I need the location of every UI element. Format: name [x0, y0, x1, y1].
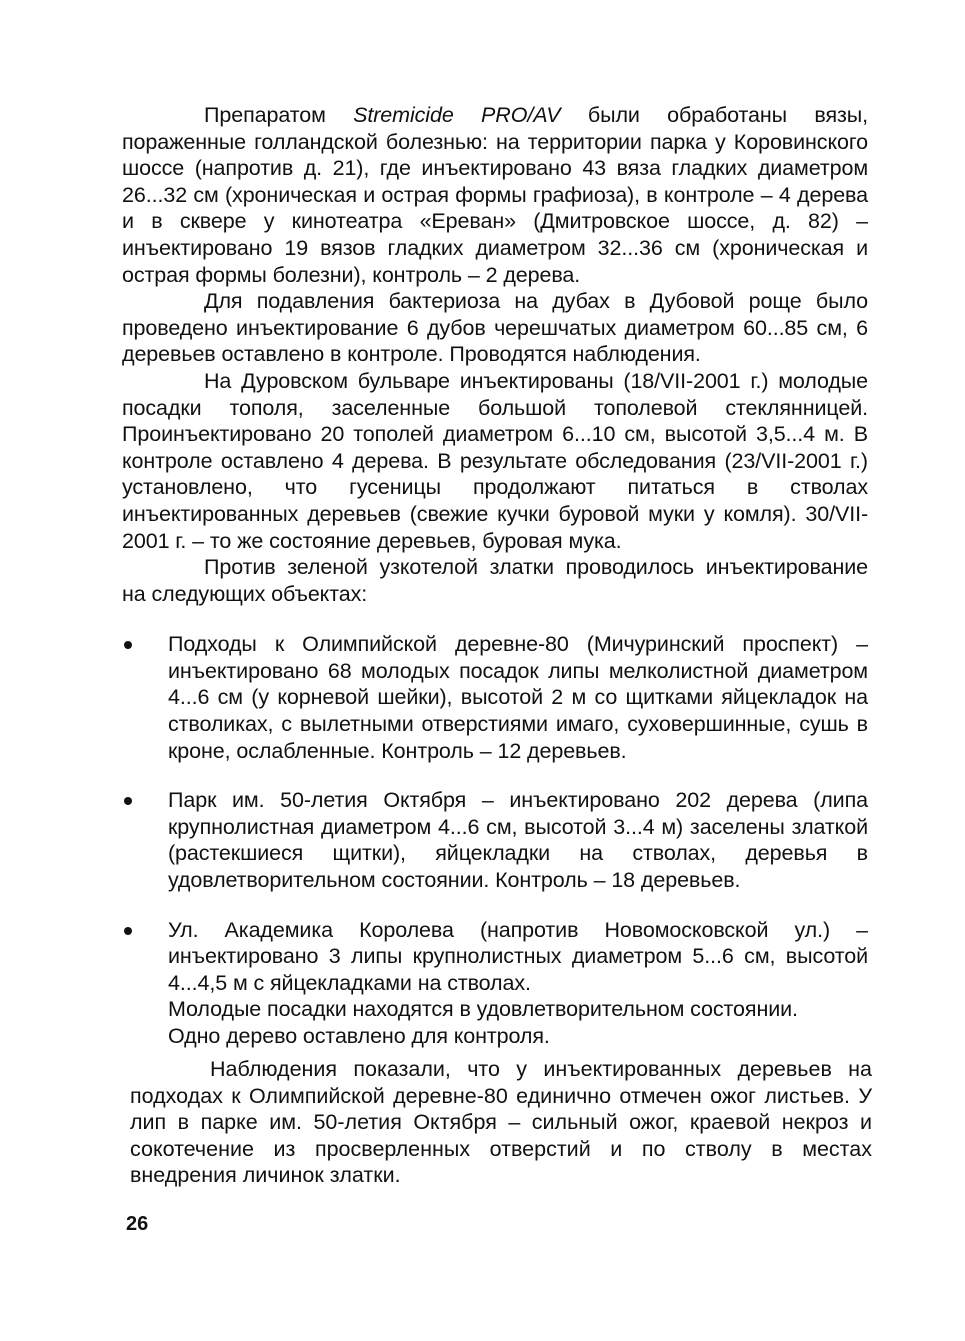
bullet-icon	[124, 797, 132, 805]
list-item-text: Подходы к Олимпийской деревне-80 (Мичуринский проспект) – инъектировано 68 молодых посадок липы мелколистной диаметром 4...6 см (у корневой шейки), высотой 2 м со щитками яйцекладок на стволиках, с вылетными отверстиями имаго, суховершинные, сушь в кроне, ослабленные. Контроль – 12 деревьев.	[168, 632, 868, 763]
list-item-note: Одно дерево оставлено для контроля.	[168, 1024, 550, 1048]
bullet-icon	[124, 927, 132, 935]
list-item-text: Парк им. 50-летия Октября – инъектировано 202 дерева (липа крупнолистная диаметром 4...6 см, высотой 3...4 м) заселены златкой (растекшиеся щитки), яйцекладки на стволах, деревья в удовлетворительном состоянии. Контроль – 18 деревьев.	[168, 788, 868, 893]
paragraph-oak-treatment: Для подавления бактериоза на дубах в Дубовой роще было проведено инъектирование 6 дубов черешчатых диаметром 60...85 см, 6 деревьев оставлено в контроле. Проводятся наблюдения.	[122, 289, 868, 367]
list-item-note: Молодые посадки находятся в удовлетворительном состоянии.	[168, 997, 798, 1022]
treatment-sites-list	[122, 631, 868, 1049]
paragraph-elm-treatment	[122, 102, 868, 288]
bullet-icon	[124, 641, 132, 649]
paragraph-buprestid-intro: Против зеленой узкотелой златки проводилось инъектирование на следующих объектах:	[122, 555, 868, 606]
list-item	[122, 917, 868, 1050]
paragraph-poplar-treatment: На Дуровском бульваре инъектированы (18/VII-2001 г.) молодые посадки тополя, заселенные большой тополевой стеклянницей. Проинъектировано 20 тополей диаметром 6...10 см, высотой 3,5...4 м. В контроле оставлено 4 дерева. В результате обследования (23/VII-2001 г.) установлено, что гусеницы продолжают питаться в стволах инъектированных деревьев (свежие кучки буровой муки у комля). 30/VII-2001 г. – то же состояние деревьев, буровая мука.	[122, 368, 868, 553]
page-number: 26	[126, 1213, 149, 1235]
product-name: Stremicide PRO/AV	[353, 103, 561, 127]
paragraph-observations: Наблюдения показали, что у инъектированных деревьев на подходах к Олимпийской деревне-80 единично отмечен ожог листьев. У лип в парке им. 50-летия Октября – сильный ожог, краевой некроз и сокотечение из просверленных отверстий и по стволу в местах внедрения личинок златки.	[130, 1057, 872, 1188]
paragraph-lead-text: Препаратом	[204, 103, 354, 127]
list-item	[122, 787, 868, 893]
list-item	[122, 631, 868, 764]
list-item-text: Ул. Академика Королева (напротив Новомосковской ул.) – инъектировано 3 липы крупнолистных диаметром 5...6 см, высотой 4...4,5 м с яйцекладками на стволах.	[168, 917, 868, 995]
main-text	[122, 102, 868, 1073]
paragraph-body-text: были обработаны вязы, пораженные голландской болезнью: на территории парка у Коровинского шоссе (напротив д. 21), где инъектировано 43 вяза гладких диаметром 26...32 см (хроническая и острая формы графиоза), в контроле – 4 дерева и в сквере у кинотеатра «Ереван» (Дмитровское шоссе, д. 82) – инъектировано 19 вязов гладких диаметром 32...36 см (хроническая и острая формы болезни), контроль – 2 дерева.	[122, 103, 869, 287]
